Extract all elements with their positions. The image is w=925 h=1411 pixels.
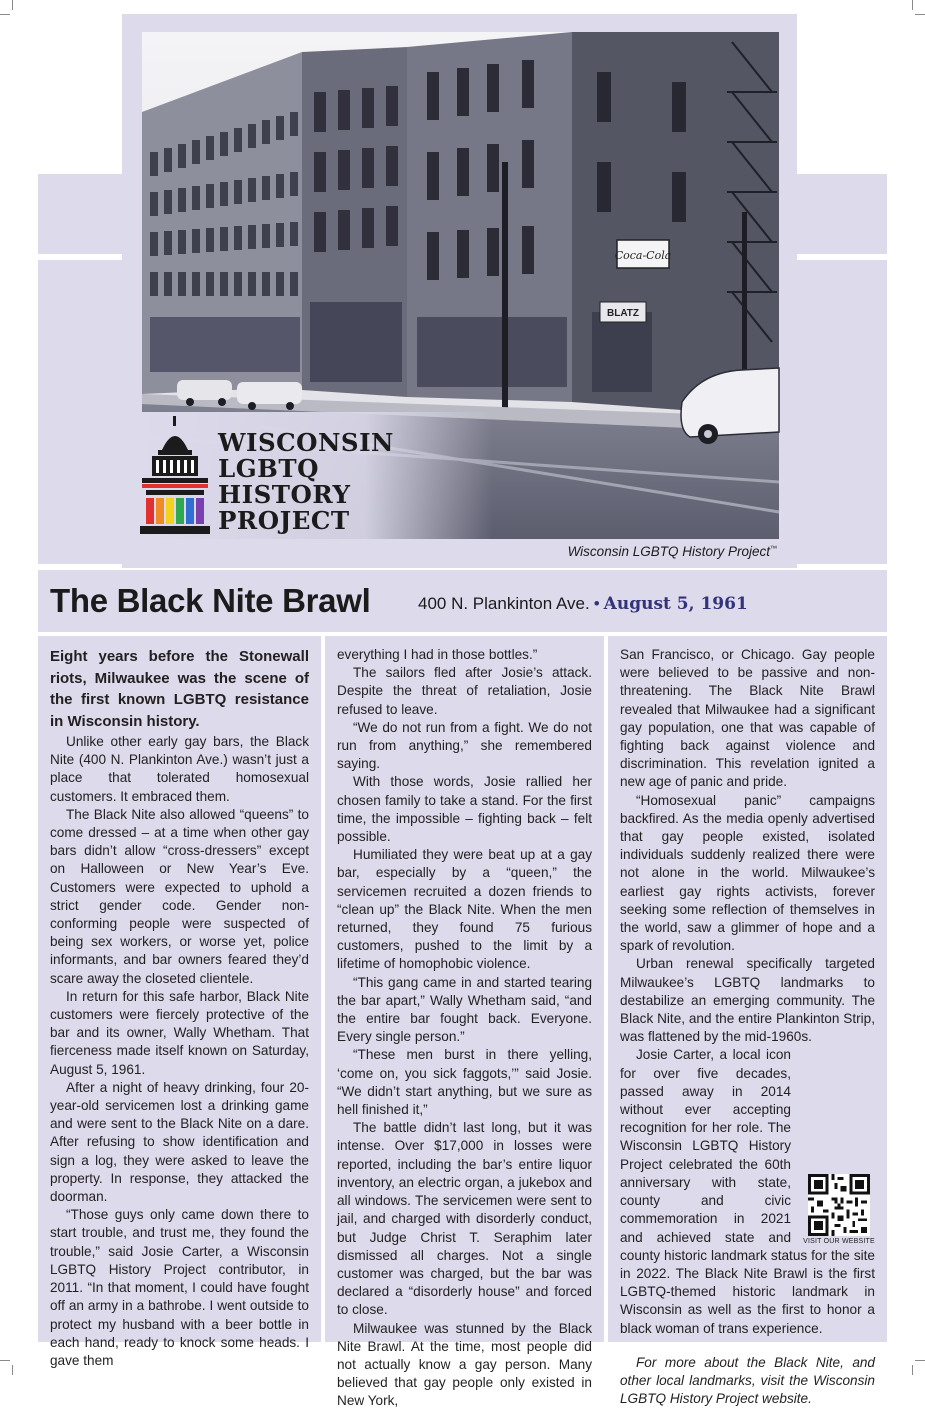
article-column-1 [38, 636, 321, 1368]
title-band [38, 570, 887, 632]
page-title: The Black Nite Brawl [50, 582, 371, 619]
crop-mark [0, 14, 10, 15]
paragraph: “Those guys only came down there to start trouble, and trust me, they found the trouble,” said Josie Carter, a Wisconsin LGBTQ History Project contributor, in 2011. “In that moment, I could have fought off an army in a bathrobe. I went outside to protect my husband with a beer bottle in each hand, ready to knock some heads. I gave them [50, 1207, 309, 1368]
capitol-dome-icon [140, 416, 210, 540]
side-panel [797, 260, 887, 564]
photo-caption: Wisconsin LGBTQ History Project™ [567, 544, 777, 559]
paragraph: Milwaukee was stunned by the Black Nite Brawl. At the time, most people did not actually know a gay person. Many believed that gay people only existed in New York, [337, 1320, 592, 1409]
logo-line: HISTORY [218, 480, 351, 509]
paragraph: “We do not run from a fight. We do not run from anything,” she remembered saying. [337, 719, 592, 772]
logo-line: PROJECT [218, 506, 350, 535]
event-date: August 5, 1961 [603, 594, 748, 614]
beer-sign-text: BLATZ [606, 308, 640, 319]
paragraph: “These men burst in there yelling, ‘come on, you sick faggots,’” said Josie. “We didn’t start anything, but we sure as hell finished it,” [337, 1047, 592, 1118]
lead-paragraph: Eight years before the Stonewall riots, Milwaukee was the scene of the first known LGBTQ resistance in Wisconsin history. [50, 648, 309, 730]
cola-sign-text: Coca-Cola [614, 249, 672, 262]
crop-mark [0, 1360, 10, 1361]
crop-mark [12, 1365, 13, 1375]
location-date [418, 594, 748, 614]
paragraph: Unlike other early gay bars, the Black Nite (400 N. Plankinton Ave.) wasn’t just a place that tolerated homosexual customers. It embraced them. [50, 734, 309, 804]
article-column-3 [608, 636, 887, 1407]
address: 400 N. Plankinton Ave. [418, 594, 590, 613]
qr-code[interactable] [799, 1174, 879, 1245]
side-panel [38, 260, 122, 564]
bullet: • [593, 594, 600, 613]
qr-code-icon [808, 1174, 870, 1236]
crop-mark [912, 0, 913, 10]
crop-mark [915, 1360, 925, 1361]
paragraph: With those words, Josie rallied her chosen family to take a stand. For the first time, the impossible – fighting back – felt possible. [337, 774, 592, 845]
paragraph: everything I had in those bottles.” [337, 647, 538, 662]
logo-line: LGBTQ [218, 454, 319, 483]
article-column-2 [325, 636, 604, 1409]
paragraph: Josie Carter, a local icon for over five decades, passed away in 2014 without ever accepting recognition for her role. The Wisconsin LGBTQ History Project celebrated the 60th anniversary with state, county and civic commemoration in 2021 and achieved state and county historic landmark status for the site in 2022. The Black Nite Brawl is the first LGBTQ-themed historic landmark in Wisconsin as well as the first to honor a black woman of trans experience. [620, 1047, 875, 1336]
project-logo [140, 416, 410, 540]
paragraph: The battle didn’t last long, but it was intense. Over $17,000 in losses were reported, including the bar’s entire liquor inventory, an electric organ, a jukebox and all windows. The servicemen were sent to jail, and charged with disorderly conduct, but Judge Christ T. Seraphim later dismissed all charges. Not a single customer was charged, but the bar was declared a “disorderly house” and forced to close. [337, 1120, 592, 1318]
logo-line: WISCONSIN [218, 428, 394, 457]
side-panel [38, 174, 122, 254]
paragraph: In return for this safe harbor, Black Nite customers were fiercely protective of the bar and its owner, Wally Whetham. That fierceness made itself known on Saturday, August 5, 1961. [50, 988, 309, 1077]
crop-mark [915, 14, 925, 15]
paragraph: The sailors fled after Josie’s attack. Despite the threat of retaliation, Josie refused to leave. [337, 665, 592, 717]
crop-mark [912, 1365, 913, 1375]
crop-mark [12, 0, 13, 10]
closing-note: For more about the Black Nite, and other local landmarks, visit the Wisconsin LGBTQ History Project website. [620, 1354, 875, 1407]
paragraph: “This gang came in and started tearing the bar apart,” Wally Whetham said, “and the entire bar fought back. Everyone. Every single person.” [337, 974, 592, 1045]
paragraph: Urban renewal specifically targeted Milwaukee’s LGBTQ landmarks to destabilize an emerging community. The Black Nite, and the entire Plankinton Strip, was flattened by the mid-1960s. [620, 956, 875, 1045]
paragraph: Humiliated they were beat up at a gay bar, especially by a “queen,” the servicemen recruited a dozen friends to “clean up” the Black Nite. When the men returned, they found 75 furious customers, pushed to the limit by a lifetime of homophobic violence. [337, 847, 592, 972]
side-panel [797, 174, 887, 254]
paragraph: The Black Nite also allowed “queens” to come dressed – at a time when other gay bars didn’t allow “cross-dressers” except on Halloween or New Year’s Eve. Customers were expected to uphold a strict gender code. Gender non-conforming people were suspected of being sex workers, or worse yet, police informants, and bar owners feared they’d scare away the closeted clientele. [50, 806, 309, 986]
paragraph: “Homosexual panic” campaigns backfired. As the media openly advertised that gay people existed, isolated individuals suddenly realized there were not alone in the world. Milwaukee’s earliest gay rights activists, forever seeking some reflection of themselves in the world, saw a glimmer of hope and a spark of revolution. [620, 792, 875, 954]
logo-wordmark [218, 430, 394, 534]
paragraph: San Francisco, or Chicago. Gay people were believed to be passive and non-threatening. The Black Nite Brawl revealed that Milwaukee had a significant gay population, one that was capable of fighting back against violence and discrimination. This revelation ignited a new age of panic and pride. [620, 647, 875, 790]
qr-label: VISIT OUR WEBSITE [803, 1237, 875, 1245]
paragraph: After a night of heavy drinking, four 20-year-old servicemen lost a drinking game and were sent to the Black Nite on a dare. After refusing to show identification and sign a log, they were asked to leave the property. In response, they attacked the doorman. [50, 1079, 309, 1205]
